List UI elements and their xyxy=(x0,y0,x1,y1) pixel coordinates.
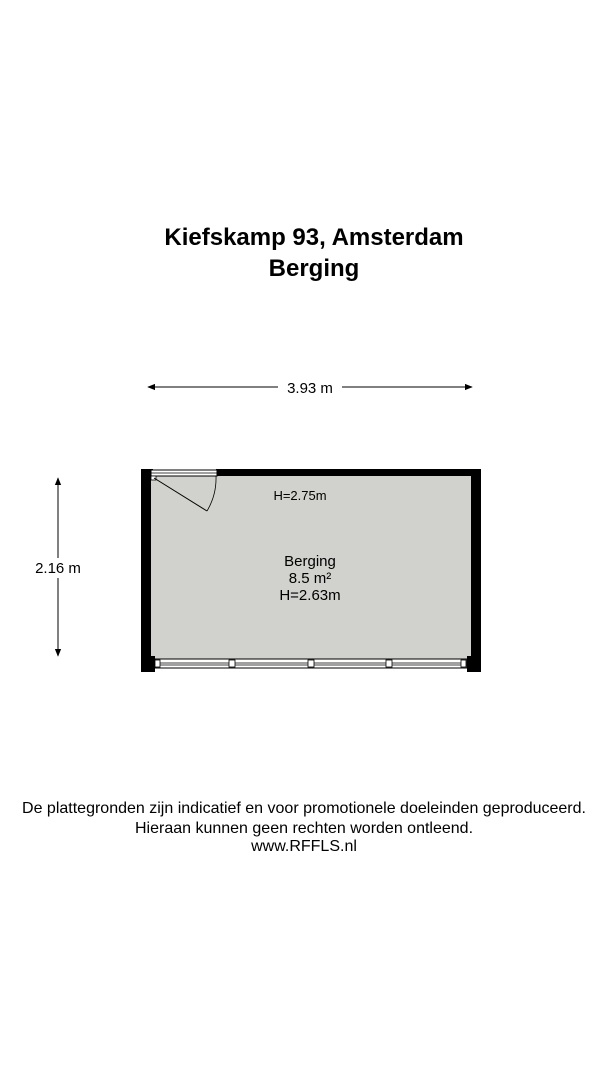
wall-bottom-right xyxy=(467,656,481,672)
width-dimension xyxy=(148,380,472,397)
width-label: 3.93 m xyxy=(287,380,333,397)
plan-title: Kiefskamp 93, Amsterdam xyxy=(164,224,464,251)
wall-right xyxy=(471,469,481,672)
window xyxy=(155,659,467,668)
disclaimer-line: De plattegronden zijn indicatief en voor promotionele doeleinden geproduceerd. xyxy=(22,800,586,817)
room-height: H=2.63m xyxy=(279,587,341,604)
height-dimension xyxy=(30,478,88,656)
plan-subtitle: Berging xyxy=(268,255,360,282)
room-name: Berging xyxy=(284,553,336,570)
wall-bottom-left xyxy=(141,656,155,672)
room-area: 8.5 m² xyxy=(288,570,332,587)
secondary-height-label: H=2.75m xyxy=(273,488,327,503)
wall-top xyxy=(216,469,481,476)
wall-left xyxy=(141,469,151,672)
disclaimer-line: Hieraan kunnen geen rechten worden ontleend. xyxy=(134,820,474,837)
height-label: 2.16 m xyxy=(35,560,81,577)
website-label: www.RFFLS.nl xyxy=(251,838,357,855)
